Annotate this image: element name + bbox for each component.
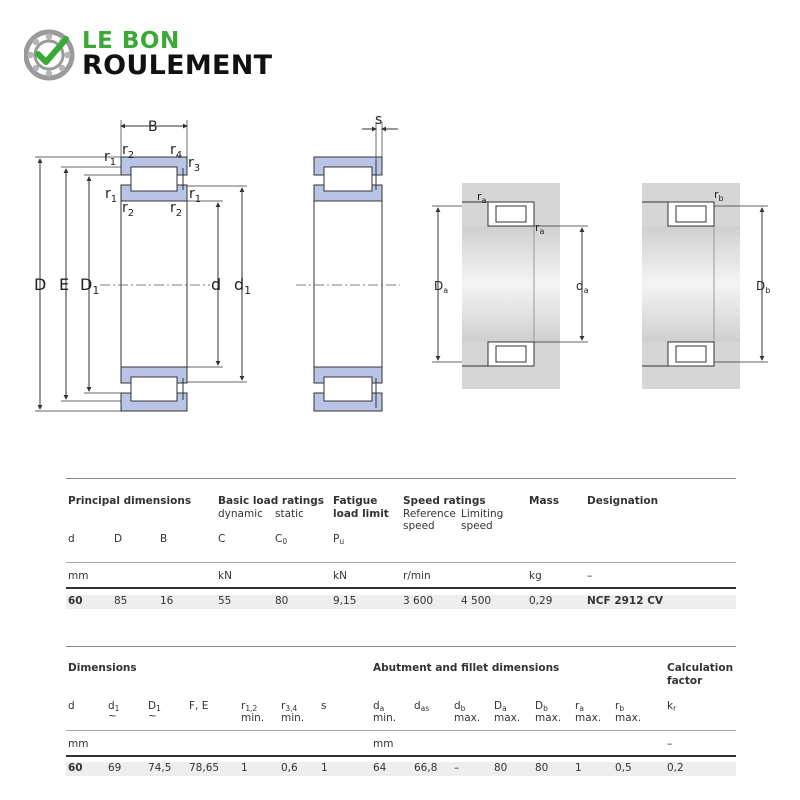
label-r2-top: r [122, 142, 128, 158]
header-mass: Mass [529, 495, 560, 507]
svg-text:r1: $r_1$ [104, 149, 117, 168]
header-lim-speed: Limiting [461, 508, 504, 520]
label-ra-top: r [477, 190, 482, 203]
label-ra-right: r [535, 221, 540, 234]
svg-text:r2: $r_2$ [122, 200, 135, 219]
label-s: s [375, 112, 383, 128]
label-Da: D [434, 279, 444, 293]
svg-text:ra: $r_a$ [535, 221, 545, 236]
svg-text:D1: $D_1$ [80, 275, 100, 297]
label-r3: r [188, 155, 194, 171]
svg-text:Da: $D_a$ [434, 279, 449, 295]
header-principal-dimensions: Principal dimensions [68, 495, 192, 507]
svg-text:r4: $r_4$ [170, 142, 183, 161]
label-r4: r [170, 142, 176, 158]
svg-text:r1: $r_1$ [189, 186, 202, 205]
logo-line1: LE BON [82, 28, 180, 54]
label-r2-left: r [122, 200, 128, 216]
label-d1: d [234, 275, 245, 294]
svg-text:r3: $r_3$ [188, 155, 201, 174]
header-ref-speed: Reference [403, 508, 456, 520]
label-r1-left: r [105, 186, 111, 202]
label-Db: D [756, 279, 766, 293]
label-da: d [576, 279, 584, 293]
label-r2-right: r [170, 200, 176, 216]
mounting-drawing-b [642, 183, 770, 389]
bearing-check-icon [24, 29, 78, 83]
label-d: d [211, 275, 222, 294]
label-D1: D [80, 275, 93, 294]
header-calc-factor: Calculation [667, 662, 734, 674]
svg-text:Db: $D_b$ [756, 279, 771, 295]
section-drawing-1 [34, 119, 251, 411]
designation-value[interactable]: NCF 2912 CV [587, 595, 664, 607]
svg-text:ra: $r_a$ [477, 190, 487, 205]
label-r1-right: r [189, 186, 195, 202]
header-dynamic: dynamic [218, 508, 263, 520]
section-drawing-2 [296, 112, 400, 411]
header-load-ratings: Basic load ratings [218, 495, 325, 507]
label-B: B [148, 119, 158, 135]
brand-logo[interactable] [24, 26, 304, 86]
label-D: D [34, 275, 47, 294]
svg-text:da: $d_a$ [576, 279, 589, 295]
header-fatigue: Fatigue [333, 495, 378, 507]
logo-line2: ROULEMENT [82, 50, 273, 81]
svg-text:r2: $r_2$ [170, 200, 183, 219]
mounting-drawing-a [432, 183, 589, 389]
dimensions-table: Dimensions Abutment and fillet dimensions Calculation factor d $d_1$ ~ $D_1$ ~ F, E $r_{1,2}$ min. $r_{3,4}$ min. s $d_a$ min. $d_{as}$ $d_b$ max. $D_a$ max. $D_b$ max. $r_a$ max. $r_b$ max. $k_r$ mm mm – 60 69 74,5 78,65 1 0,6 1 64 66,8 – 80 80 1 0,5 0,2 [66, 646, 736, 781]
label-E: E [59, 275, 70, 294]
header-fatigue-2: load limit [333, 508, 389, 520]
header-designation: Designation [587, 495, 659, 507]
header-abutment: Abutment and fillet dimensions [373, 662, 560, 674]
svg-text:rb: $r_b$ [714, 188, 724, 203]
header-speed-ratings: Speed ratings [403, 495, 486, 507]
label-rb: r [714, 188, 719, 201]
svg-text:r1: $r_1$ [105, 186, 118, 205]
svg-text:d1: $d_1$ [234, 275, 252, 297]
label-r1-top: r [104, 149, 110, 165]
product-data-table: Principal dimensions Basic load ratings dynamic static Fatigue load limit Speed ratings Reference speed Limiting speed Mass Designation d D B C $C_0$ $P_u$ mm kN kN r/min kg – 60 85 16 55 80 9,15 3 600 4 500 0,29 NCF 2912 CV [66, 478, 736, 613]
header-static: static [275, 508, 304, 520]
header-dimensions: Dimensions [68, 662, 137, 674]
svg-text:r2: $r_2$ [122, 142, 135, 161]
bearing-drawings [0, 100, 800, 430]
